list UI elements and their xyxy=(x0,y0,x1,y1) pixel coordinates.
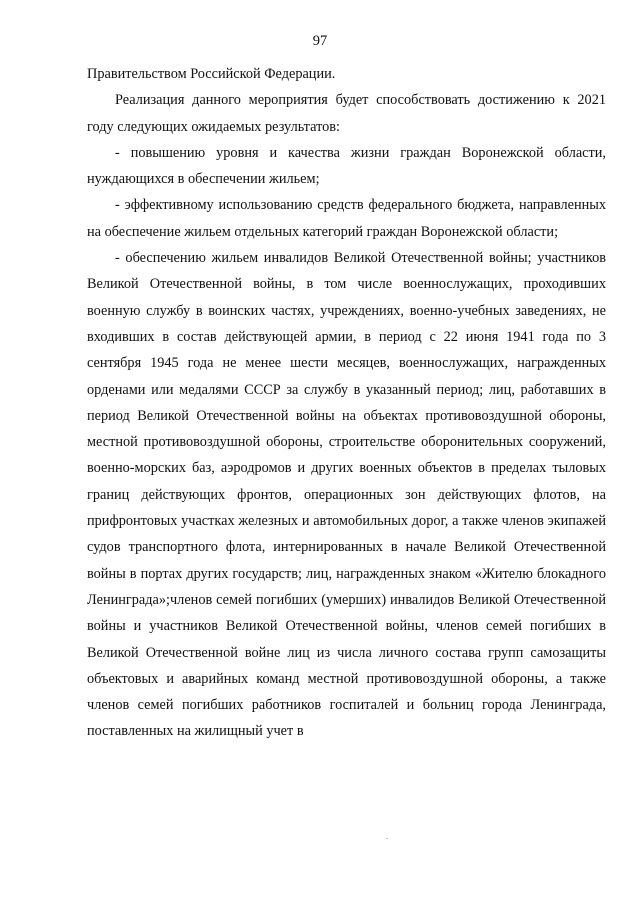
paragraph-expected-results-intro: Реализация данного мероприятия будет способствовать достижению к 2021 году следующих ожидаемых результатов: xyxy=(87,92,606,135)
paragraph-result-living-standards: - повышению уровня и качества жизни граждан Воронежской области, нуждающихся в обеспечении жильем; xyxy=(87,144,606,188)
body-text xyxy=(87,61,606,745)
paragraph-result-federal-budget: - эффективному использованию средств федерального бюджета, направленных на обеспечение жильем отдельных категорий граждан Воронежской области; xyxy=(87,197,606,240)
paragraph-result-veterans-housing: - обеспечению жильем инвалидов Великой Отечественной войны; участников Великой Отечественной войны, в том числе военнослужащих, проходивших военную службу в воинских частях, учреждениях, военно-учебных заведениях, не входивших в состав действующей армии, в период с 22 июня 1941 года по 3 сентября 1945 года не менее шести месяцев, военнослужащих, награжденных орденами или медалями СССР за службу в указанный период; лиц, работавших в период Великой Отечественной войны на объектах противовоздушной обороны, местной противовоздушной обороны, строительстве оборонительных сооружений, военно-морских баз, аэродромов и других военных объектов в пределах тыловых границ действующих фронтов, операционных зон действующих флотов, на прифронтовых участках железных и автомобильных дорог, а также членов экипажей судов транспортного флота, интернированных в начале Великой Отечественной войны в портах других государств; лиц, награжденных знаком «Жителю блокадного Ленинграда»;членов семей погибших (умерших) инвалидов Великой Отечественной войны и участников Великой Отечественной войны, членов семей погибших в Великой Отечественной войне лиц из числа личного состава групп самозащиты объектовых и аварийных команд местной противовоздушной обороны, а также членов семей погибших работников госпиталей и больниц города Ленинграда, поставленных на жилищный учет в xyxy=(87,250,606,740)
page-number: 97 xyxy=(312,33,328,49)
paragraph-continuation: Правительством Российской Федерации. xyxy=(87,66,336,82)
scan-artifact xyxy=(386,838,388,839)
